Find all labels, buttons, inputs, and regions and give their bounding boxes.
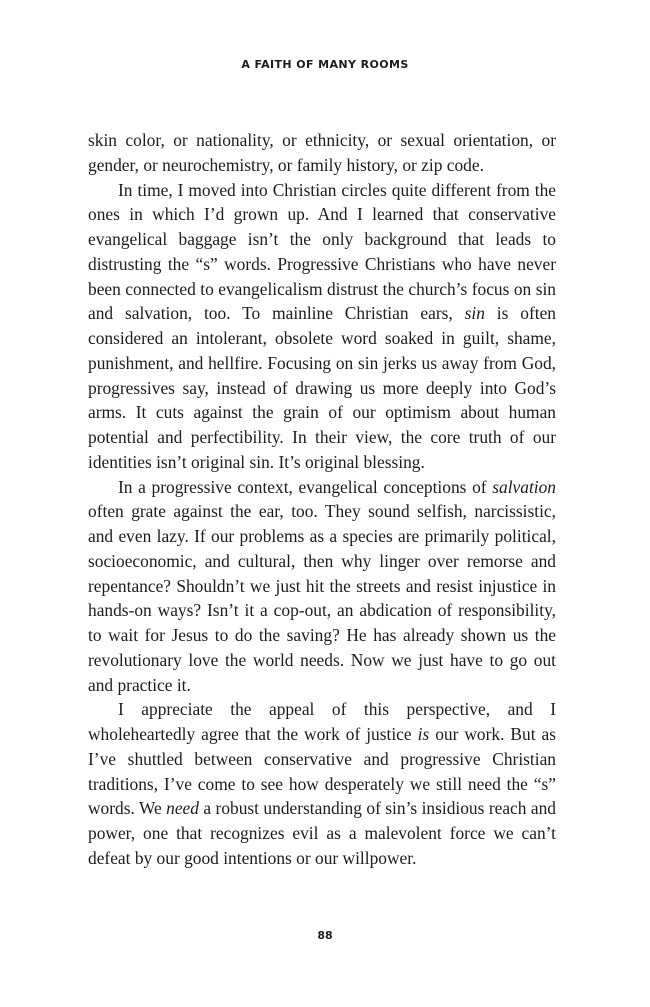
paragraph — [88, 128, 556, 178]
paragraph — [88, 178, 556, 475]
paragraph — [88, 475, 556, 698]
text-run: In a progressive context, evangelical conceptions of — [118, 476, 493, 497]
text-run: In time, I moved into Christian circles quite different from the ones in which I’d grown up. And I learned that conservative evangelical baggage isn’t the only background that leads to distrusting the “s” words. Progressive Christians who have never been connected to evangelicalism distrust the church’s focus on sin and salvation, too. To mainline Christian ears, — [88, 179, 556, 324]
text-run: is often considered an intolerant, obsolete word soaked in guilt, shame, punishment, and hellfire. Focusing on sin jerks us away from God, progressives say, instead of drawing us more deeply into God’s arms. It cuts against the grain of our optimism about human potential and perfectibility. In their view, the core truth of our identities isn’t original sin. It’s original blessing. — [88, 303, 557, 472]
page-number: 88 — [317, 929, 333, 942]
text-run: our work. But as I’ve shuttled between conservative and progressive Christian traditions, I’ve come to see how desperately we still need the “s” words. We — [88, 724, 556, 819]
italic-text-run: is — [417, 724, 430, 744]
text-run: a robust understanding of sin’s insidious reach and power, one that recognizes evil as a malevolent force we can’t defeat by our good intentions or our willpower. — [88, 798, 556, 868]
body-text — [88, 128, 556, 871]
text-run: often grate against the ear, too. They sound selfish, narcissistic, and even lazy. If our problems as a species are primarily political, socioeconomic, and cultural, then why linger over remorse and repentance? Shouldn’t we just hit the streets and resist injustice in hands-on ways? Isn’t it a cop-out, an abdication of responsibility, to wait for Jesus to do the saving? He has already shown us the revolutionary love the world needs. Now we just have to go out and practice it. — [88, 501, 556, 695]
text-run: skin color, or nationality, or ethnicity, or sexual orientation, or gender, or neurochemistry, or family history, or zip code. — [88, 130, 556, 175]
italic-text-run: sin — [464, 303, 485, 324]
text-run: I appreciate the appeal of this perspective, and I wholeheartedly agree that the work of justice — [88, 699, 556, 744]
running-head: A FAITH OF MANY ROOMS — [241, 58, 409, 71]
italic-text-run: need — [166, 798, 199, 819]
paragraph — [88, 697, 556, 870]
italic-text-run: salvation — [492, 476, 556, 497]
